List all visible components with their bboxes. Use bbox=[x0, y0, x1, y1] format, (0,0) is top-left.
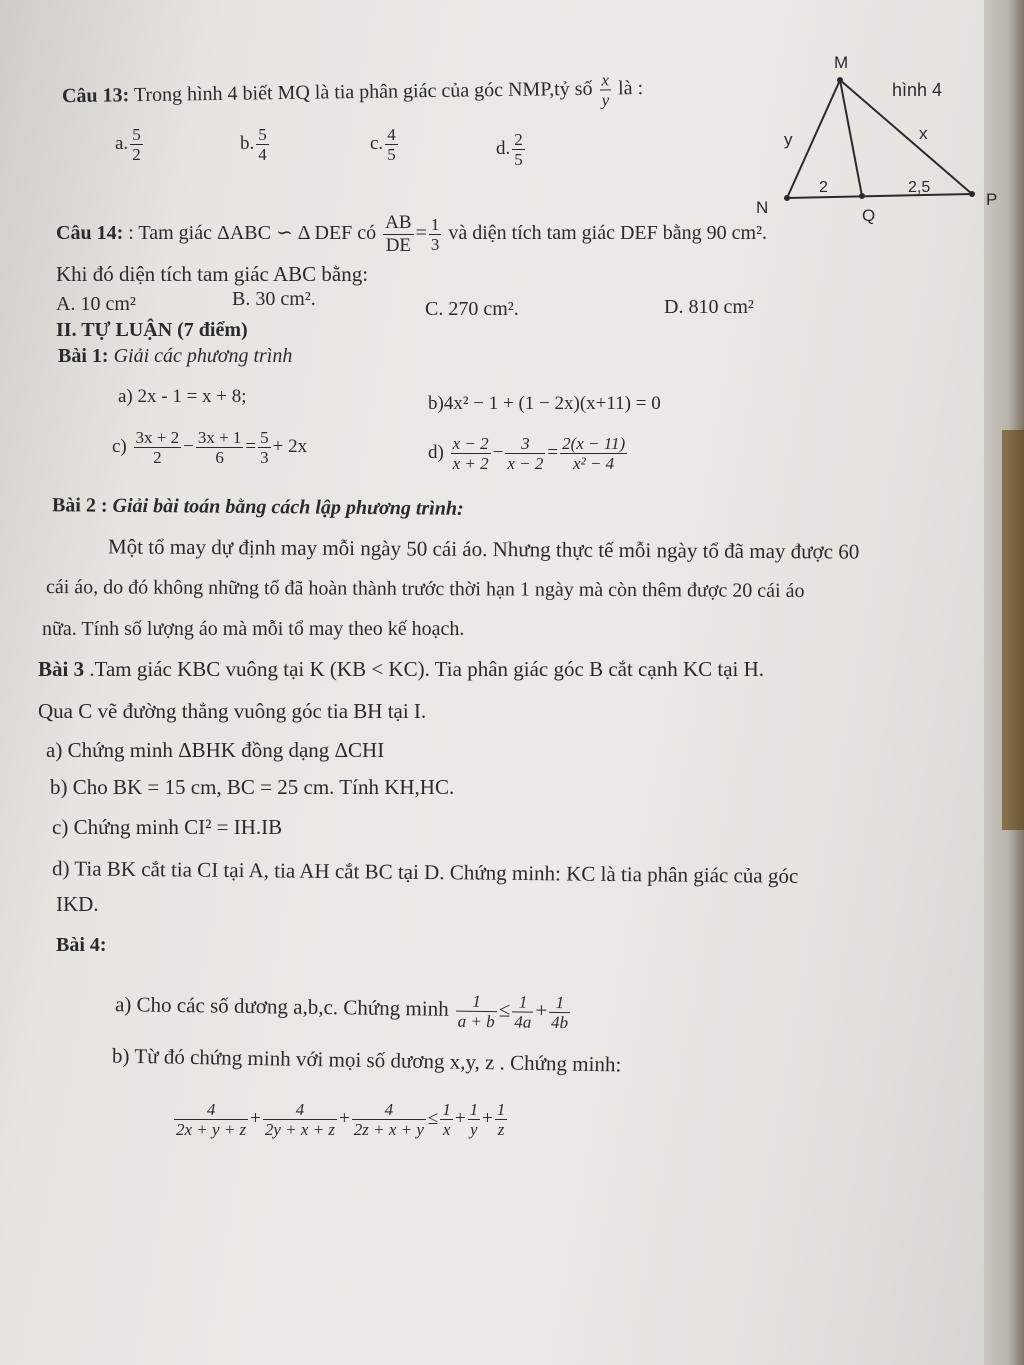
q14-option-d: D. 810 cm² bbox=[664, 296, 754, 318]
bai1-heading: Bài 1: Giải các phương trình bbox=[58, 345, 293, 367]
point-p bbox=[969, 191, 975, 197]
bai3-d-line1: d) Tia BK cắt tia CI tại A, tia AH cắt BC tại D. Chứng minh: KC là tia phân giác của góc bbox=[51, 856, 799, 888]
q14-ratio-one-third: $\frac{1}{3}$ bbox=[430, 215, 440, 254]
q13-label: Câu 13: bbox=[61, 84, 130, 108]
label-m: M bbox=[834, 53, 849, 72]
bai2-line3: nữa. Tính số lượng áo mà mỗi tổ may theo kế hoạch. bbox=[42, 618, 465, 640]
bai3-d-line2: IKD. bbox=[56, 892, 99, 916]
label-qp: 2,5 bbox=[908, 179, 931, 196]
q14-option-b: B. 30 cm². bbox=[232, 288, 316, 310]
bai1-d: d) $\frac{x - 2}{x + 2}$ − $\frac{3}{x - 2}$ = $\frac{2(x - 11)}{\text{x² − 4}}$ bbox=[428, 434, 626, 473]
bai2-heading: Bài 2 : Giải bài toán bằng cách lập phương trình: bbox=[51, 494, 464, 520]
label-x: x bbox=[919, 124, 928, 143]
bai3-a: a) Chứng minh ΔBHK đồng dạng ΔCHI bbox=[46, 738, 385, 762]
point-q bbox=[859, 193, 865, 199]
q13-option-d: d. $\frac{2}{5}$ bbox=[496, 130, 523, 169]
q14-option-a: A. 10 cm² bbox=[56, 293, 136, 315]
bai3-line1: Bài 3 .Tam giác KBC vuông tại K (KB < KC). Tia phân giác góc B cắt cạnh KC tại H. bbox=[38, 657, 765, 681]
bai1-a: a) 2x - 1 = x + 8; bbox=[118, 386, 247, 407]
q13-option-b: b. $\frac{5}{4}$ bbox=[240, 125, 267, 164]
label-q: Q bbox=[862, 206, 876, 225]
side-mn bbox=[787, 80, 840, 198]
bai4-heading: Bài 4: bbox=[56, 934, 107, 956]
q14-line: Câu 14: : Tam giác ΔABC ∽ Δ DEF có $\frac{AB}{DE}$ = $\frac{1}{3}$ và diện tích tam giác DEF bằng 90 cm². bbox=[56, 212, 768, 256]
figure-caption: hình 4 bbox=[892, 80, 943, 100]
label-nq: 2 bbox=[819, 179, 828, 196]
bai3-c: c) Chứng minh CI² = IH.IB bbox=[52, 815, 283, 839]
q13-text: Trong hình 4 biết MQ là tia phân giác của góc NMP,tỷ số bbox=[133, 77, 593, 107]
triangle-figure bbox=[750, 48, 1010, 228]
label-y: y bbox=[784, 130, 793, 149]
q13-option-c: c. $\frac{4}{5}$ bbox=[370, 125, 396, 164]
q14-text-b: và diện tích tam giác DEF bằng 90 cm². bbox=[448, 222, 768, 245]
q13-line bbox=[62, 70, 644, 117]
q14-text-a: : Tam giác ΔABC ∽ Δ DEF có bbox=[128, 222, 377, 245]
label-p: P bbox=[986, 190, 998, 209]
side-np bbox=[787, 194, 972, 198]
bai2-line1: Một tổ may dự định may mỗi ngày 50 cái áo. Nhưng thực tế mỗi ngày tổ đã may được 60 bbox=[107, 534, 860, 564]
bai3-b: b) Cho BK = 15 cm, BC = 25 cm. Tính KH,HC. bbox=[50, 775, 455, 799]
q14-option-c: C. 270 cm². bbox=[425, 298, 519, 320]
bai2-line2: cái áo, do đó không những tổ đã hoàn thành trước thời hạn 1 ngày mà còn thêm được 20 cái áo bbox=[45, 576, 805, 602]
label-n: N bbox=[756, 198, 769, 217]
bai4-b: b) Từ đó chứng minh với mọi số dương x,y, z . Chứng minh: bbox=[111, 1043, 622, 1077]
q14-ratio-ab-de: $\frac{AB}{DE}$ bbox=[385, 212, 412, 256]
point-n bbox=[784, 195, 790, 201]
table-background bbox=[1002, 430, 1024, 830]
part2-heading: II. TỰ LUẬN (7 điểm) bbox=[56, 319, 248, 341]
bai1-c: c) $\frac{3x + 2}{2}$ − $\frac{3x + 1}{6}$ = $\frac{5}{3}$ + 2x bbox=[112, 428, 308, 467]
q13-ratio: $\frac{x}{y}$ bbox=[601, 70, 610, 110]
q14-label: Câu 14: bbox=[56, 222, 124, 245]
q13-suffix: là : bbox=[617, 77, 644, 100]
bai1-b: b)4x² − 1 + (1 − 2x)(x+11) = 0 bbox=[428, 393, 661, 414]
bai4-a: a) Cho các số dương a,b,c. Chứng minh $\frac{1}{a + b}$ ≤ $\frac{1}{4a}$ + $\frac{1}{4b}$ bbox=[115, 987, 573, 1032]
bai3-line2: Qua C vẽ đường thẳng vuông góc tia BH tại I. bbox=[38, 699, 427, 723]
bai4-b-inequality: $\frac{4}{2x + y + z}$ + $\frac{4}{2y + x + z}$ + $\frac{4}{2z + x + y}$ ≤ $\frac{1}{x}$ + $\frac{1}{y}$ + $\frac{1}{z}$ bbox=[176, 1100, 506, 1139]
q14-line2: Khi đó diện tích tam giác ABC bằng: bbox=[56, 262, 369, 286]
q13-option-a: a. $\frac{5}{2}$ bbox=[115, 125, 141, 164]
point-m bbox=[837, 77, 843, 83]
